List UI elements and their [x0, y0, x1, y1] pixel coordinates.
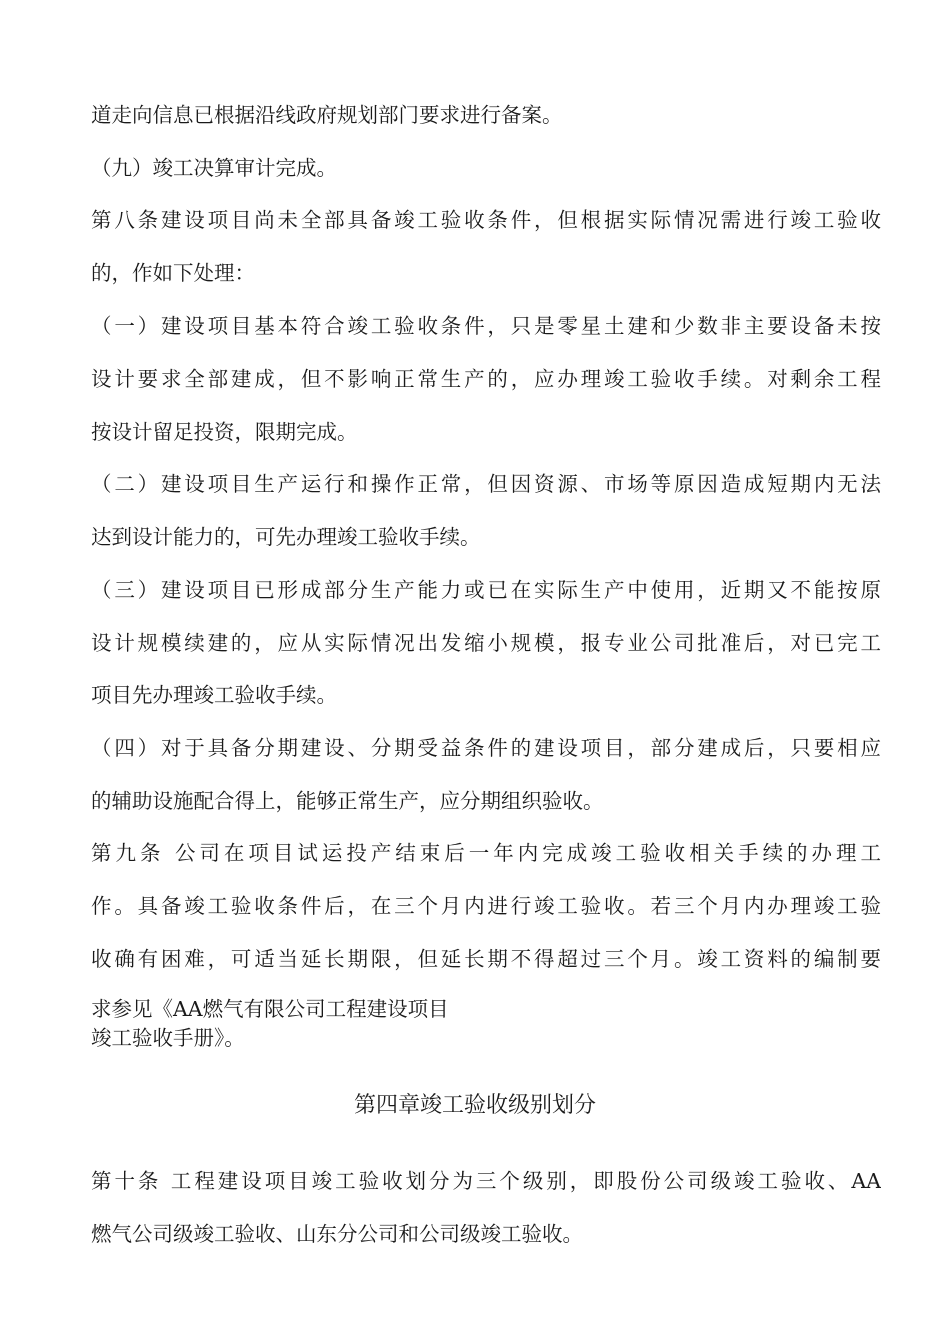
- text-line-3: 第八条建设项目尚未全部具备竣工验收条件，但根据实际情况需进行竣工验收: [91, 208, 881, 232]
- text-line-12: 项目先办理竣工验收手续。: [91, 683, 337, 707]
- text-line-21: 燃气公司级竣工验收、山东分公司和公司级竣工验收。: [91, 1222, 583, 1246]
- text-line-2: （九）竣工决算审计完成。: [91, 156, 337, 180]
- text-line-9: 达到设计能力的，可先办理竣工验收手续。: [91, 525, 481, 549]
- text-line-14: 的辅助设施配合得上，能够正常生产，应分期组织验收。: [91, 789, 604, 813]
- text-line-1: 道走向信息已根据沿线政府规划部门要求进行备案。: [91, 103, 563, 127]
- text-line-17: 收确有困难，可适当延长期限，但延长期不得超过三个月。竣工资料的编制要: [91, 947, 881, 971]
- chapter-heading: 第四章竣工验收级别划分: [353, 1093, 596, 1118]
- text-line-20: 第十条 工程建设项目竣工验收划分为三个级别，即股份公司级竣工验收、AA: [91, 1169, 881, 1193]
- text-line-6: 设计要求全部建成，但不影响正常生产的，应办理竣工验收手续。对剩余工程: [91, 367, 881, 391]
- text-line-5: （一）建设项目基本符合竣工验收条件，只是零星土建和少数非主要设备未按: [91, 314, 881, 338]
- text-line-8: （二）建设项目生产运行和操作正常，但因资源、市场等原因造成短期内无法: [91, 472, 881, 496]
- text-line-16: 作。具备竣工验收条件后，在三个月内进行竣工验收。若三个月内办理竣工验: [91, 894, 881, 918]
- text-line-10: （三）建设项目已形成部分生产能力或已在实际生产中使用，近期又不能按原: [91, 578, 881, 602]
- text-line-7: 按设计留足投资，限期完成。: [91, 420, 358, 444]
- text-line-4: 的，作如下处理：: [91, 261, 255, 285]
- text-line-18: 求参见《AA燃气有限公司工程建设项目: [91, 997, 449, 1021]
- text-line-15: 第九条 公司在项目试运投产结束后一年内完成竣工验收相关手续的办理工: [91, 841, 881, 865]
- text-line-13: （四）对于具备分期建设、分期受益条件的建设项目，部分建成后，只要相应: [91, 736, 881, 760]
- text-line-19: 竣工验收手册》。: [91, 1026, 245, 1050]
- text-line-11: 设计规模续建的，应从实际情况出发缩小规模，报专业公司批准后，对已完工: [91, 631, 881, 655]
